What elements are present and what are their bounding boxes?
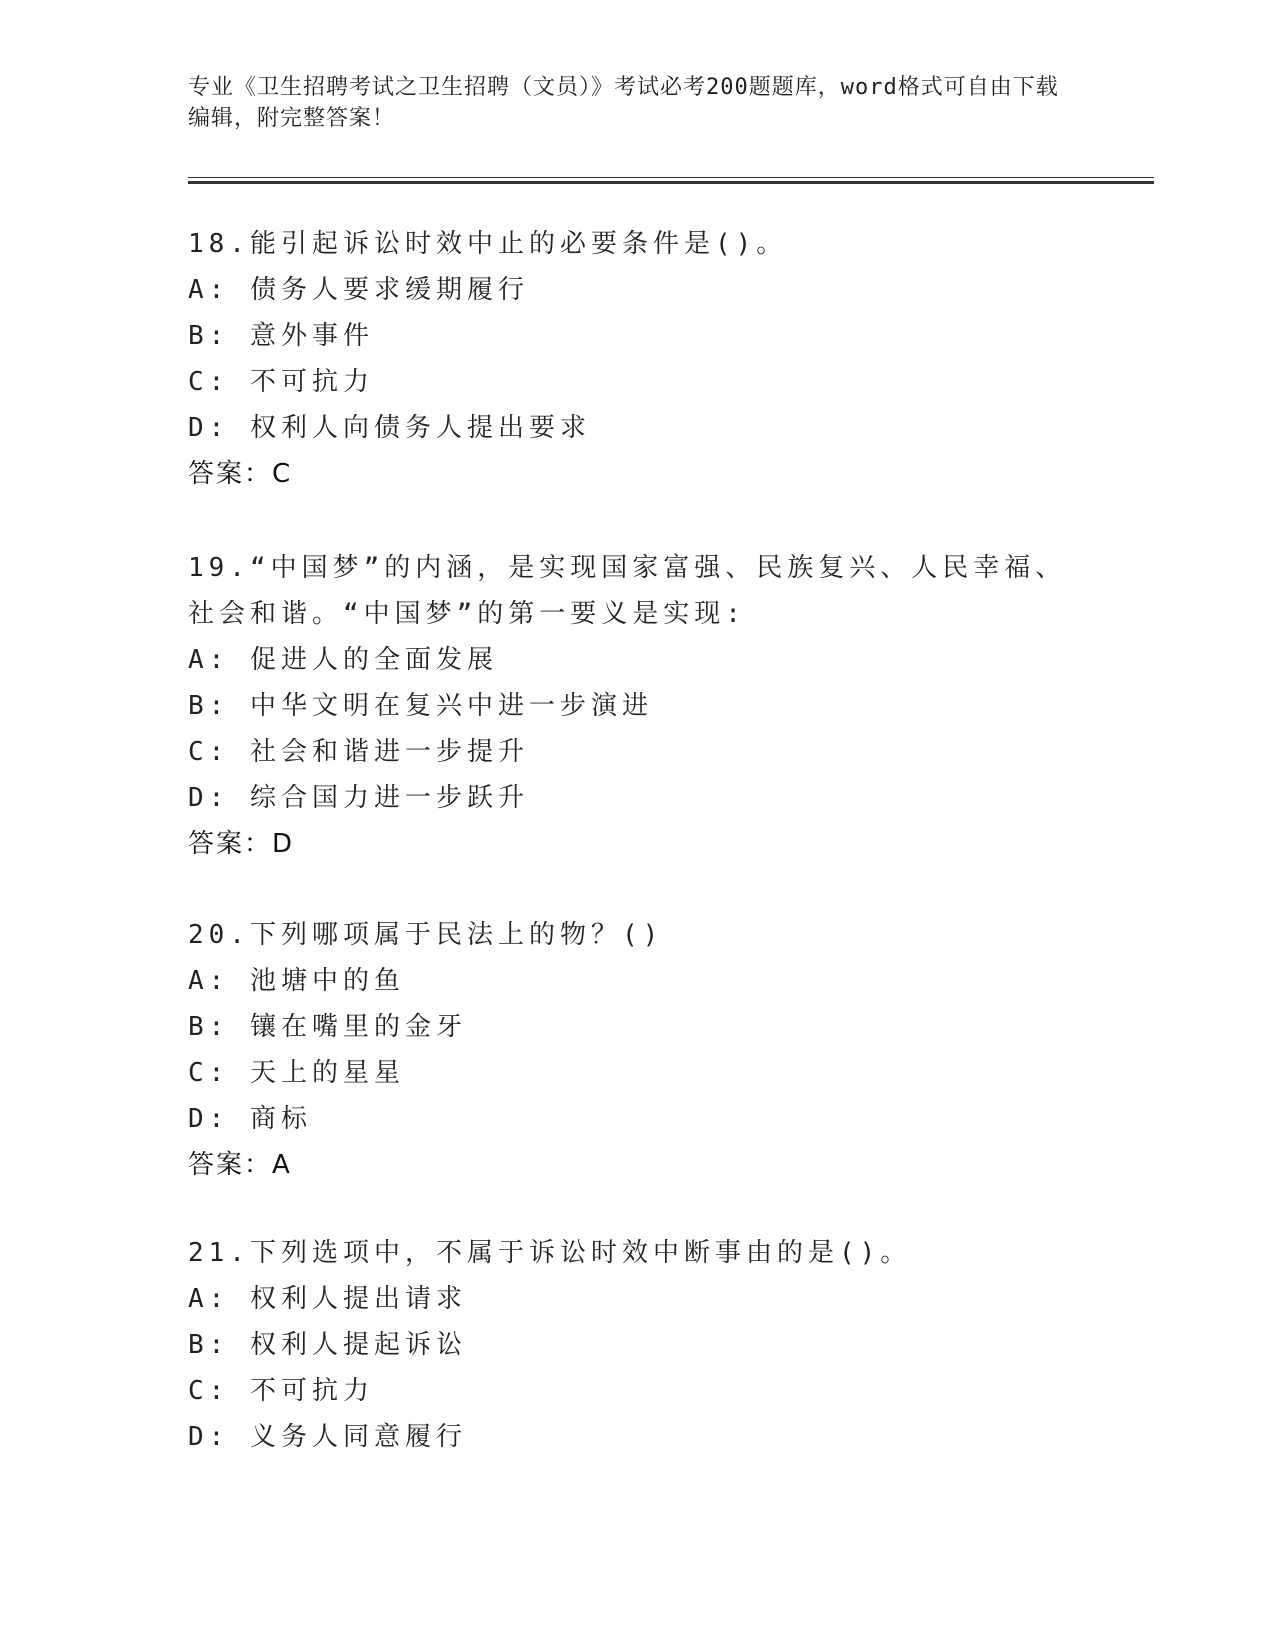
document-header: 专业《卫生招聘考试之卫生招聘（文员）》考试必考200题题库，word格式可自由下载编辑，附完整答案！ [188,75,1059,131]
option-c: C: 不可抗力 [188,1376,374,1406]
option-d: D: 权利人向债务人提出要求 [188,413,591,443]
header-divider-thin [188,177,1154,178]
question-stem: 21.下列选项中，不属于诉讼时效中断事由的是()。 [188,1238,912,1268]
question-stem: 19.“中国梦”的内涵，是实现国家富强、民族复兴、人民幸福、社会和谐。“中国梦”的第一要义是实现: [188,553,1067,629]
option-b: B: 权利人提起诉讼 [188,1330,467,1360]
option-b: B: 中华文明在复兴中进一步演进 [188,691,653,721]
option-a: A: 促进人的全面发展 [188,645,498,675]
question-stem: 20.下列哪项属于民法上的物？() [188,920,664,950]
question-18 [188,221,1088,497]
option-c: C: 天上的星星 [188,1058,405,1088]
option-a: A: 池塘中的鱼 [188,966,405,996]
answer-label: 答案：C [188,459,293,489]
answer-label: 答案：D [188,829,295,859]
option-a: A: 权利人提出请求 [188,1284,467,1314]
question-19 [188,545,1088,867]
question-20 [188,912,1088,1188]
option-a: A: 债务人要求缓期履行 [188,275,529,305]
option-b: B: 意外事件 [188,321,374,351]
option-d: D: 商标 [188,1104,312,1134]
question-stem: 18.能引起诉讼时效中止的必要条件是()。 [188,229,788,259]
option-c: C: 社会和谐进一步提升 [188,737,529,767]
answer-label: 答案：A [188,1150,292,1180]
option-d: D: 义务人同意履行 [188,1422,467,1452]
option-d: D: 综合国力进一步跃升 [188,783,529,813]
option-b: B: 镶在嘴里的金牙 [188,1012,467,1042]
option-c: C: 不可抗力 [188,367,374,397]
header-divider-thick [188,181,1154,184]
question-21 [188,1230,1088,1460]
